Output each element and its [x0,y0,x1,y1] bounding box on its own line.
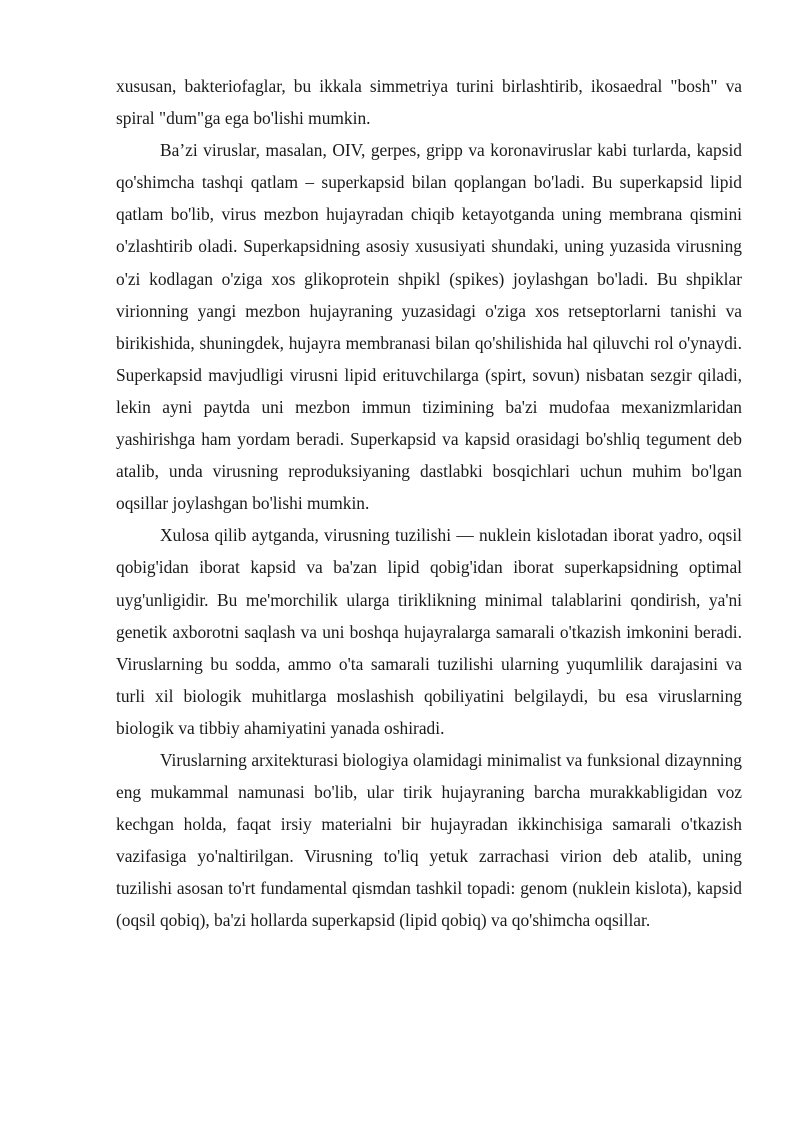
paragraph-1: xususan, bakteriofaglar, bu ikkala simmetriya turini birlashtirib, ikosaedral "bosh" va spiral "dum"ga ega bo'lishi mumkin. [116,76,742,129]
paragraph-2: Ba’zi viruslar, masalan, OIV, gerpes, gripp va koronaviruslar kabi turlarda, kapsid qo'shimcha tashqi qatlam – superkapsid bilan qoplangan bo'ladi. Bu superkapsid lipid qatlam bo'lib, virus mezbon hujayradan chiqib ketayotganda uning membrana qismini o'zlashtirib oladi. Superkapsidning asosiy xususiyati shundaki, uning yuzasida virusning o'zi kodlagan o'ziga xos glikoprotein shpikl (spikes) joylashgan bo'ladi. Bu shpiklar virionning yangi mezbon hujayraning yuzasidagi o'ziga xos retseptorlarni tanishi va birikishida, shuningdek, hujayra membranasi bilan qo'shilishida hal qiluvchi rol o'ynaydi. Superkapsid mavjudligi virusni lipid erituvchilarga (spirt, sovun) nisbatan sezgir qiladi, lekin ayni paytda uni mezbon immun tizimining ba'zi mudofaa mexanizmlaridan yashirishga ham yordam beradi. Superkapsid va kapsid orasidagi bo'shliq tegument deb atalib, unda virusning reproduksiyaning dastlabki bosqichlari uchun muhim bo'lgan oqsillar joylashgan bo'lishi mumkin. [116,140,742,514]
paragraph-4: Viruslarning arxitekturasi biologiya olamidagi minimalist va funksional dizaynning eng mukammal namunasi bo'lib, ular tirik hujayraning barcha murakkabligidan voz kechgan holda, faqat irsiy materialni bir hujayradan ikkinchisiga samarali o'tkazish vazifasiga yo'naltirilgan. Virusning to'liq yetuk zarrachasi virion deb atalib, uning tuzilishi asosan to'rt fundamental qismdan tashkil topadi: genom (nuklein kislota), kapsid (oqsil qobiq), ba'zi hollarda superkapsid (lipid qobiq) va qo'shimcha oqsillar. [116,749,742,931]
body-text [116,70,742,937]
paragraph-3: Xulosa qilib aytganda, virusning tuzilishi — nuklein kislotadan iborat yadro, oqsil qobig'idan iborat kapsid va ba'zan lipid qobig'idan iborat superkapsidning optimal uyg'unligidir. Bu me'morchilik ularga tiriklikning minimal talablarini qondirish, ya'ni genetik axborotni saqlash va uni boshqa hujayralarga samarali o'tkazish imkonini beradi. Viruslarning bu sodda, ammo o'ta samarali tuzilishi ularning yuqumlilik darajasini va turli xil biologik muhitlarga moslashish qobiliyatini belgilaydi, bu esa viruslarning biologik va tibbiy ahamiyatini yanada oshiradi. [116,525,742,738]
